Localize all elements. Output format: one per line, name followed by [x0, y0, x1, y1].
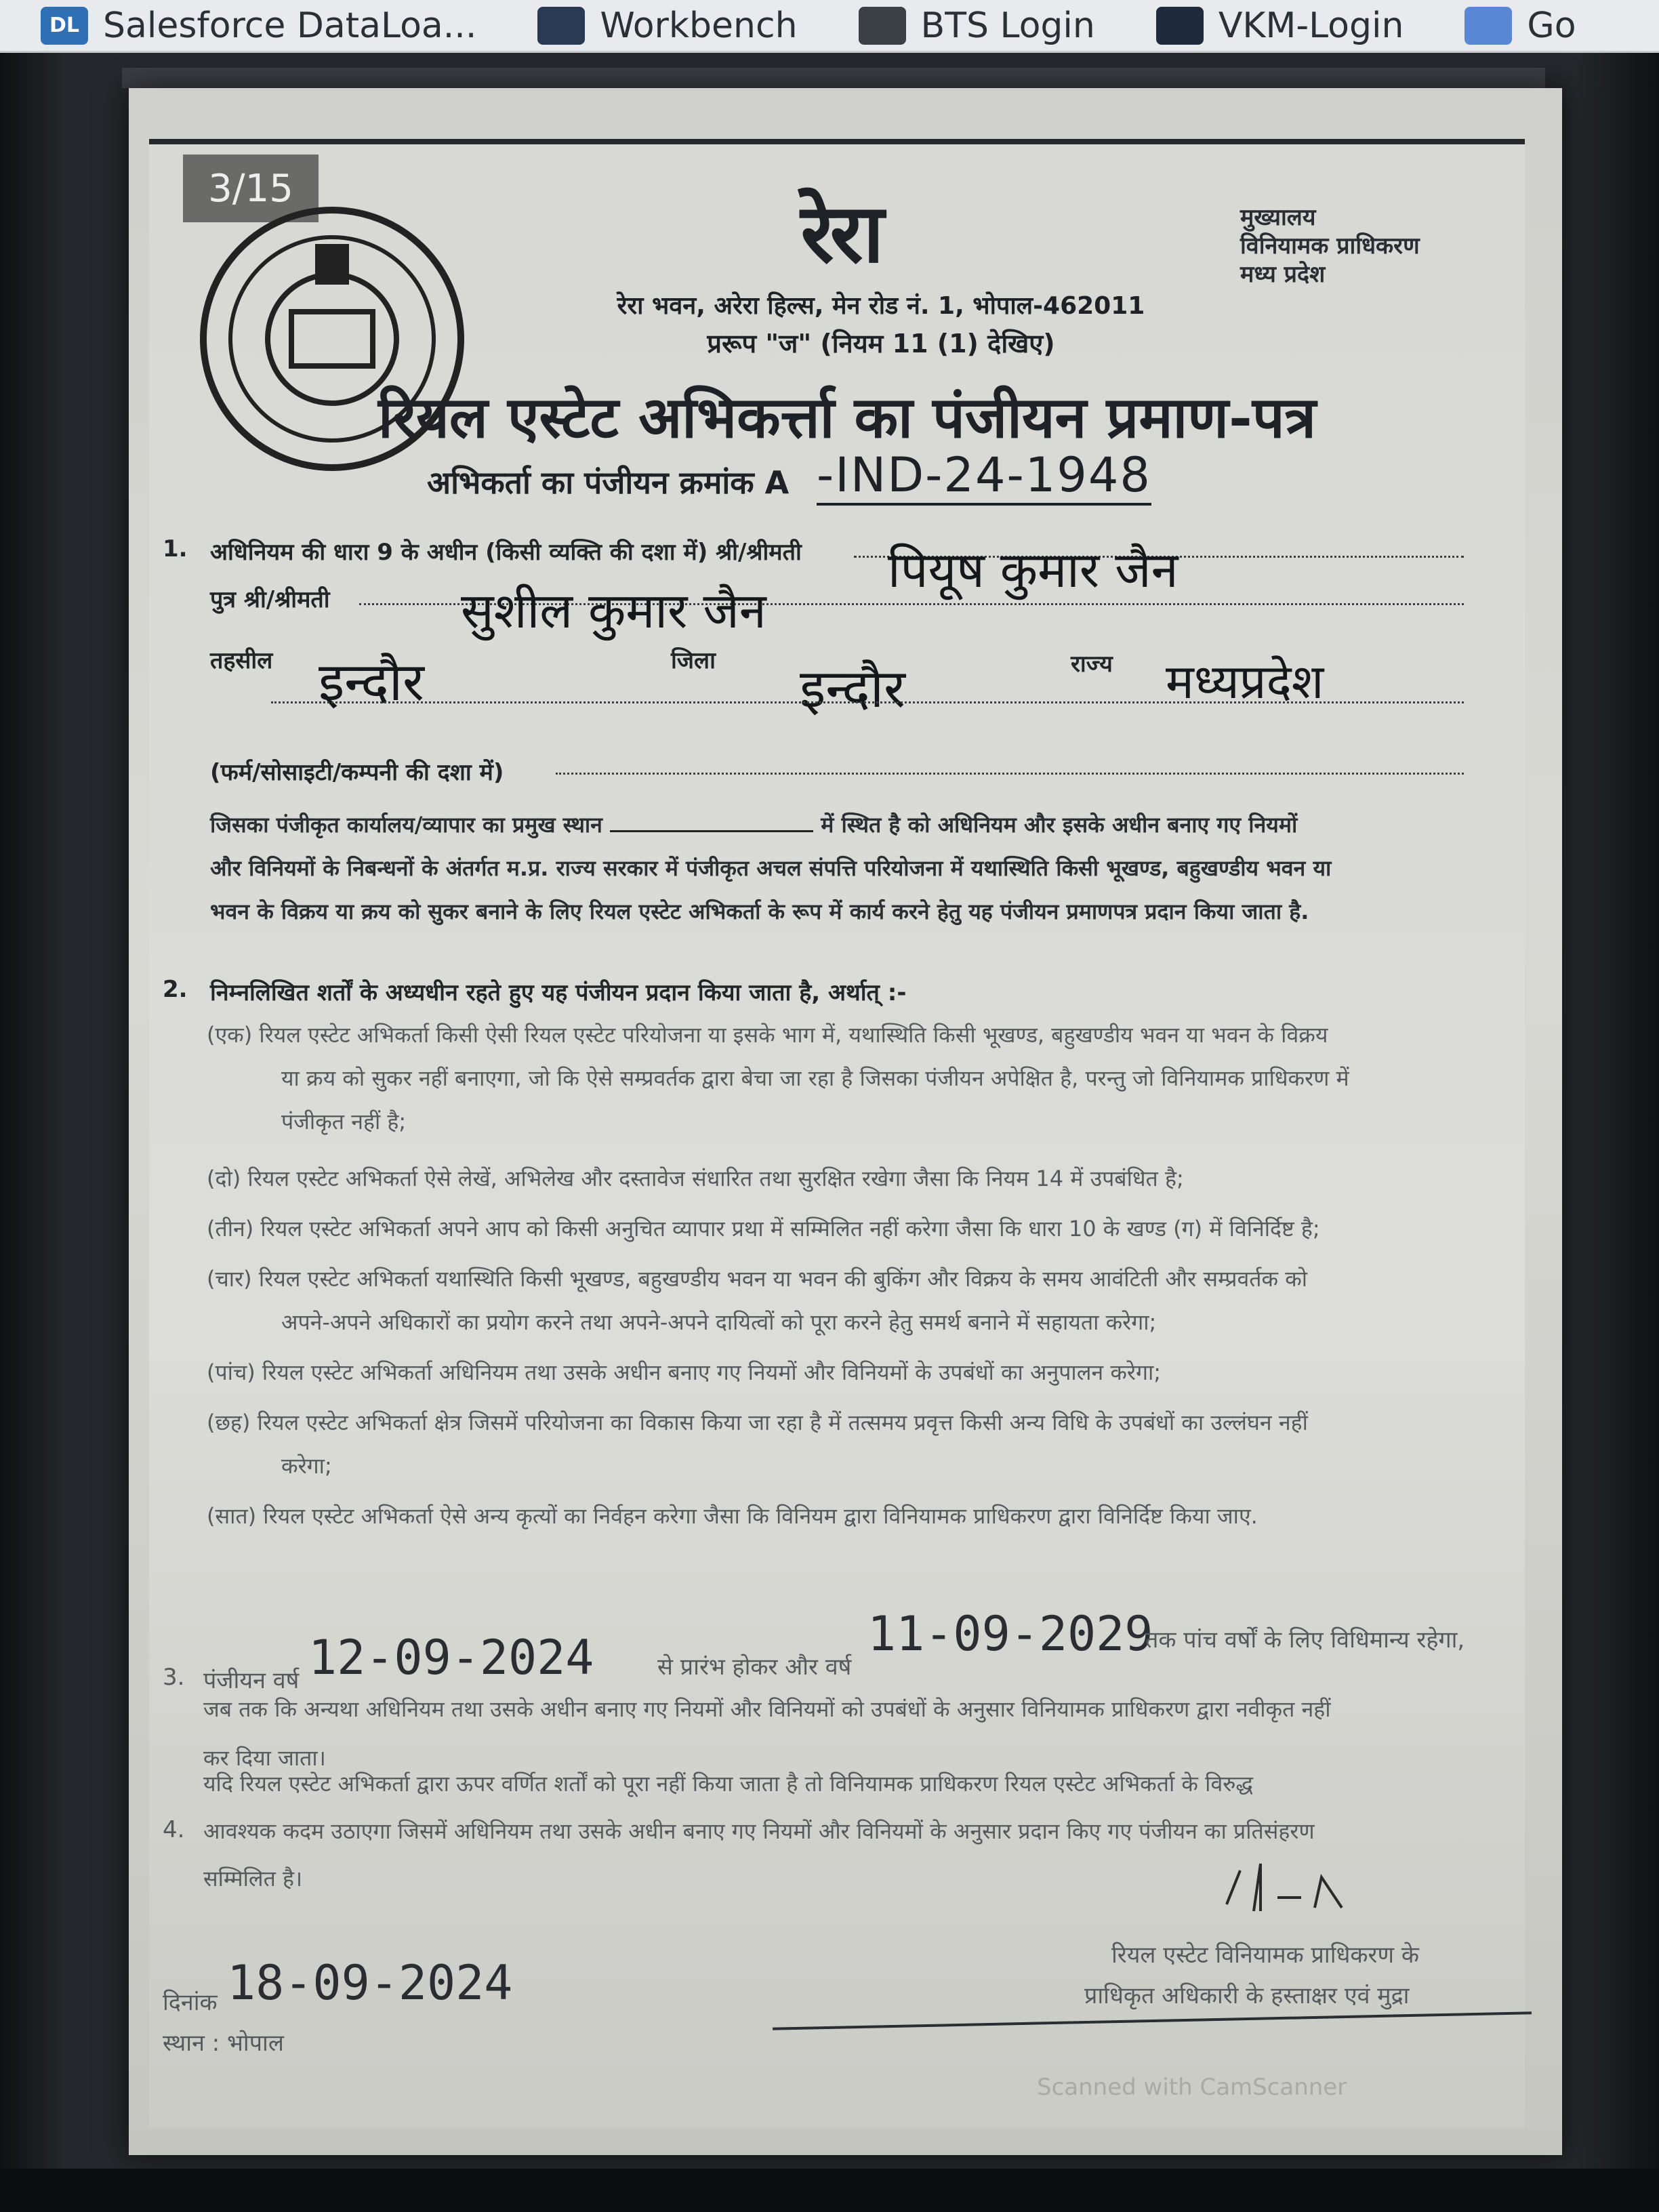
item4-line3: सम्मिलित है।: [203, 1866, 303, 1891]
tehsil-label: तहसील: [210, 647, 273, 674]
condition-saat: (सात) रियल एस्टेट अभिकर्ता ऐसे अन्य कृत्यों का निर्वहन करेगा जैसा कि विनियम द्वारा विनियामक प्राधिकरण द्वारा विनिर्दिष्ट किया जाए.: [207, 1503, 1258, 1529]
item4-number: 4.: [163, 1816, 185, 1843]
father-name-handwritten: सुशील कुमार जैन: [461, 582, 766, 639]
certificate-title: रियल एस्टेट अभिकर्त्ता का पंजीयन प्रमाण-पत्र: [378, 384, 1316, 451]
valid-to-date: 11-09-2029: [867, 1606, 1153, 1662]
bookmark-label: Workbench: [600, 5, 798, 46]
condition-ek-cont: या क्रय को सुकर नहीं बनाएगा, जो कि ऐसे सम्प्रवर्तक द्वारा बेचा जा रहा है जिसका पंजीयन अपेक्षित है, परन्तु जो विनियामक प्राधिकरण में: [281, 1065, 1349, 1091]
office-blank: [610, 830, 813, 832]
bookmark-bts-login[interactable]: [859, 5, 1095, 46]
dataloader-icon: DL: [41, 7, 88, 45]
bookmarks-bar: [0, 0, 1659, 53]
item2-intro: निम्नलिखित शर्तों के अध्यधीन रहते हुए यह पंजीयन प्रदान किया जाता है, अर्थात् :-: [210, 979, 907, 1006]
go-icon: [1465, 7, 1512, 45]
condition-teen: (तीन) रियल एस्टेट अभिकर्ता अपने आप को किसी अनुचित व्यापार प्रथा में सम्मिलित नहीं करेगा जैसा कि धारा 10 के खण्ड (ग) में विनिर्दिष्ट है;: [207, 1216, 1320, 1242]
bookmark-workbench[interactable]: [537, 5, 797, 46]
bookmark-label: BTS Login: [920, 5, 1095, 46]
office-line: जिसका पंजीकृत कार्यालय/व्यापार का प्रमुख स्थान: [210, 812, 602, 838]
rera-logo: रेरा: [800, 185, 880, 281]
item3-line3: कर दिया जाता।: [203, 1745, 326, 1771]
para1-line3: भवन के विक्रय या क्रय को सुकर बनाने के लिए रियल एस्टेट अभिकर्ता के रूप में कार्य करने हेतु यह पंजीयन प्रमाणपत्र प्रदान किया जाता है.: [210, 899, 1309, 924]
date-label: दिनांक: [163, 1989, 218, 2016]
top-right-note: मुख्यालय विनियामक प्राधिकरण मध्य प्रदेश: [1240, 204, 1420, 288]
item1-number: 1.: [163, 535, 188, 562]
item3-number: 3.: [163, 1664, 185, 1691]
item3-mid: से प्रारंभ होकर और वर्ष: [657, 1654, 852, 1681]
condition-ek-cont: पंजीकृत नहीं है;: [281, 1109, 407, 1134]
bookmark-label: VKM-Login: [1218, 5, 1404, 46]
place-label: स्थान : भोपाल: [163, 2030, 284, 2057]
office-tail: में स्थित है को अधिनियम और इसके अधीन बनाए गए नियमों: [821, 812, 1298, 838]
registration-number-value: -IND-24-1948: [817, 447, 1151, 506]
page-indicator[interactable]: 3/15: [183, 155, 319, 222]
district-label: जिला: [671, 647, 716, 674]
tehsil-handwritten: इन्दौर: [319, 652, 424, 713]
signatory-line1: रियल एस्टेट विनियामक प्राधिकरण के: [1111, 1942, 1419, 1969]
condition-char-cont: अपने-अपने अधिकारों का प्रयोग करने तथा अपने-अपने दायित्वों को पूरा करने हेतु समर्थ बनाने में सहायता करेगा;: [281, 1309, 1157, 1335]
item2-number: 2.: [163, 976, 188, 1003]
item3-pre: पंजीयन वर्ष: [203, 1667, 300, 1694]
dotted-fill-line: [556, 773, 1464, 775]
issue-date: 18-09-2024: [227, 1955, 513, 2011]
bookmark-go[interactable]: [1465, 5, 1576, 46]
condition-do: (दो) रियल एस्टेट अभिकर्ता ऐसे लेखें, अभिलेख और दस्तावेज संधारित तथा सुरक्षित रखेगा जैसा कि नियम 14 में उपबंधित है;: [207, 1166, 1184, 1191]
item3-line2: जब तक कि अन्यथा अधिनियम तथा उसके अधीन बनाए गए नियमों और विनियमों को उपबंधों के अनुसार विनियामक प्राधिकरण द्वारा नवीकृत नहीं: [203, 1696, 1331, 1722]
para1-line2: और विनियमों के निबन्धनों के अंतर्गत म.प्र. राज्य सरकार में पंजीकृत अचल संपत्ति परियोजना में यथास्थिति किसी भूखण्ड, बहुखण्डीय भवन या: [210, 855, 1332, 881]
valid-from-date: 12-09-2024: [308, 1630, 594, 1685]
signature-icon: [1213, 1857, 1362, 1918]
form-reference: प्ररूप "ज" (नियम 11 (1) देखिए): [707, 329, 1055, 359]
item4-line2: आवश्यक कदम उठाएगा जिसमें अधिनियम तथा उसके अधीन बनाए गए नियमों और विनियमों के अनुसार प्रदान किए गए पंजीयन का प्रतिसंहरण: [203, 1818, 1315, 1844]
condition-paanch: (पांच) रियल एस्टेट अभिकर्ता अधिनियम तथा उसके अधीन बनाए गए नियमों और विनियमों के उपबंधों का अनुपालन करेगा;: [207, 1359, 1162, 1385]
bookmark-label: Go: [1527, 5, 1576, 46]
item1-intro: अधिनियम की धारा 9 के अधीन (किसी व्यक्ति की दशा में) श्री/श्रीमती: [210, 539, 802, 566]
agent-name-handwritten: पियूष कुमार जैन: [888, 541, 1179, 598]
condition-chhah: (छह) रियल एस्टेट अभिकर्ता क्षेत्र जिसमें परियोजना का विकास किया जा रहा है में तत्समय प्रवृत्त किसी अन्य विधि के उपबंधों का उल्लंघन नहीं: [207, 1410, 1308, 1435]
item3-post: तक पांच वर्षों के लिए विधिमान्य रहेगा,: [1145, 1626, 1465, 1654]
firm-line: (फर्म/सोसाइटी/कम्पनी की दशा में): [210, 759, 504, 786]
conditions-list: [207, 1013, 1515, 1538]
state-label: राज्य: [1071, 651, 1113, 678]
dotted-fill-line: [271, 701, 1464, 703]
vkm-icon: [1156, 7, 1204, 45]
scanner-watermark: Scanned with CamScanner: [1037, 2074, 1347, 2101]
bts-icon: [859, 7, 906, 45]
district-handwritten: इन्दौर: [800, 659, 905, 720]
registration-number-label: अभिकर्ता का पंजीयन क्रमांक A: [427, 464, 790, 501]
workbench-icon: [537, 7, 585, 45]
condition-chhah-cont: करेगा;: [281, 1453, 332, 1479]
monitor-bezel-bottom: [0, 2169, 1659, 2212]
son-of-label: पुत्र श्री/श्रीमती: [210, 586, 330, 613]
condition-ek: (एक) रियल एस्टेट अभिकर्ता किसी ऐसी रियल एस्टेट परियोजना या इसके भाग में, यथास्थिति किसी भूखण्ड, बहुखण्डीय भवन या भवन के विक्रय: [207, 1022, 1328, 1048]
condition-char: (चार) रियल एस्टेट अभिकर्ता यथास्थिति किसी भूखण्ड, बहुखण्डीय भवन या भवन की बुकिंग और विक्रय के समय आवंटिती और सम्प्रवर्तक को: [207, 1266, 1308, 1292]
item1-paragraph: [210, 803, 1498, 933]
state-handwritten: मध्यप्रदेश: [1166, 654, 1324, 710]
signatory-line2: प्राधिकृत अधिकारी के हस्ताक्षर एवं मुद्रा: [1084, 1982, 1410, 2009]
bookmark-salesforce-dataloader[interactable]: [41, 5, 476, 46]
item4-line1: यदि रियल एस्टेट अभिकर्ता द्वारा ऊपर वर्णित शर्तों को पूरा नहीं किया जाता है तो विनियामक प्राधिकरण रियल एस्टेट अभिकर्ता के विरुद्ध: [203, 1771, 1253, 1797]
bookmark-vkm-login[interactable]: [1156, 5, 1404, 46]
pdf-toolbar-strip: [122, 68, 1545, 88]
authority-address: रेरा भवन, अरेरा हिल्स, मेन रोड नं. 1, भोपाल-462011: [617, 292, 1145, 320]
bookmark-label: Salesforce DataLoa...: [103, 5, 477, 46]
